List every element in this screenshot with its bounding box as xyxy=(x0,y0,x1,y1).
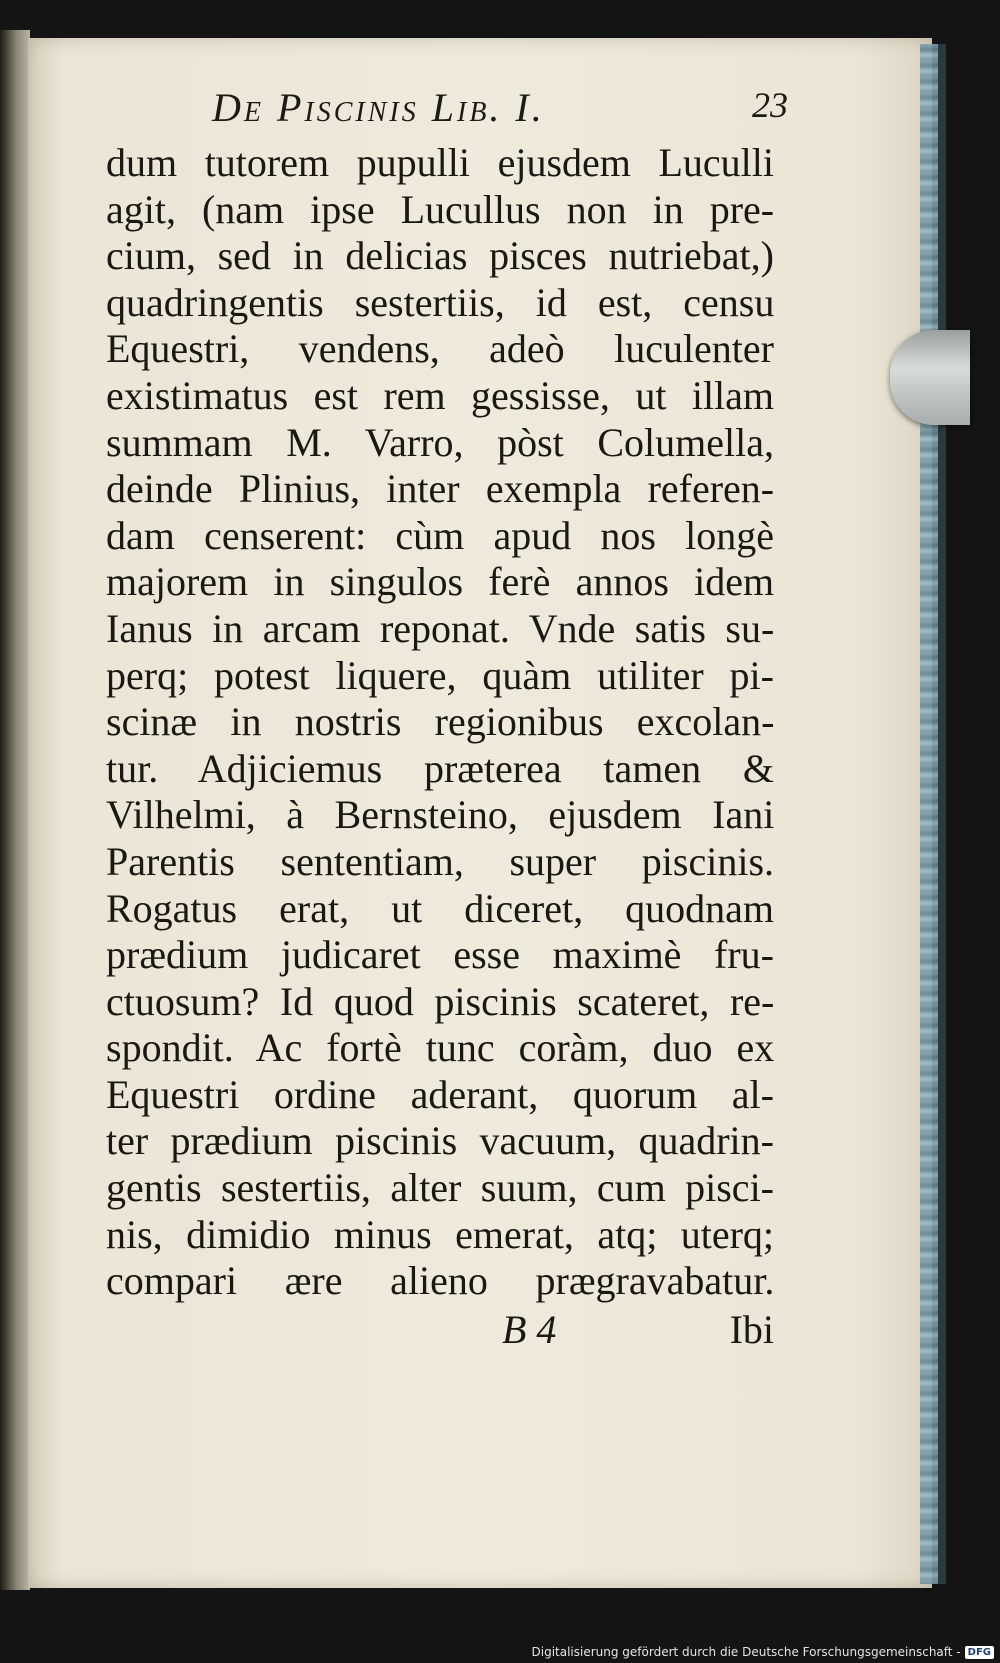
text-line: nis, dimidio minus emerat, atq; uterq; xyxy=(106,1211,775,1257)
page-clip xyxy=(890,330,970,425)
text-line: ctuosum? Id quod piscinis scateret, re- xyxy=(106,978,775,1024)
text-line: perq; potest liquere, quàm utiliter pi- xyxy=(106,652,774,698)
text-line: compari ære alieno prægravabatur. xyxy=(106,1258,775,1304)
signature-mark: B 4 xyxy=(502,1307,557,1352)
text-line: quadringentis sestertiis, id est, censu xyxy=(106,279,775,325)
text-line: prædium judicaret esse maximè fru- xyxy=(106,932,774,978)
text-line: agit, (nam ipse Lucullus non in pre- xyxy=(106,186,775,232)
text-line: existimatus est rem gessisse, ut illam xyxy=(106,372,775,418)
text-line: Ianus in arcam reponat. Vnde satis su- xyxy=(106,605,775,651)
text-line: spondit. Ac fortè tunc coràm, duo ex xyxy=(106,1025,775,1071)
text-line: Equestri, vendens, adeò luculenter xyxy=(106,326,774,372)
text-line: Rogatus erat, ut diceret, quodnam xyxy=(106,885,774,931)
text-line: ter prædium piscinis vacuum, quadrin- xyxy=(106,1118,774,1164)
text-line: majorem in singulos ferè annos idem xyxy=(106,559,775,605)
dfg-logo: DFG xyxy=(965,1646,994,1659)
page-fore-edge-shadow xyxy=(938,44,946,1584)
body-text xyxy=(106,140,774,1305)
text-line: Equestri ordine aderant, quorum al- xyxy=(106,1071,774,1117)
text-line: cium, sed in delicias pisces nutriebat,) xyxy=(106,233,774,279)
page-footer xyxy=(106,1306,774,1356)
catchword: Ibi xyxy=(729,1307,774,1352)
text-line: dum tutorem pupulli ejusdem Luculli xyxy=(106,140,774,185)
text-line: tur. Adjiciemus præterea tamen & xyxy=(106,745,774,791)
text-line: dam censerent: cùm apud nos longè xyxy=(106,512,775,558)
digitization-credit xyxy=(532,1645,995,1659)
text-line: deinde Plinius, inter exempla referen- xyxy=(106,466,775,512)
running-title: De Piscinis Lib. I. xyxy=(212,85,545,130)
credit-text: Digitalisierung gefördert durch die Deutsche Forschungsgemeinschaft - xyxy=(531,1645,961,1659)
text-line: scinæ in nostris regionibus excolan- xyxy=(106,699,775,745)
text-line: gentis sestertiis, alter suum, cum pisci- xyxy=(106,1165,774,1211)
text-line: Parentis sententiam, super piscinis. xyxy=(106,838,775,884)
binding-edge xyxy=(0,30,30,1590)
text-line: summam M. Varro, pòst Columella, xyxy=(106,419,774,465)
text-line: Vilhelmi, à Bernsteino, ejusdem Iani xyxy=(106,792,775,838)
page-number: 23 xyxy=(752,85,788,125)
page-header xyxy=(108,84,788,134)
